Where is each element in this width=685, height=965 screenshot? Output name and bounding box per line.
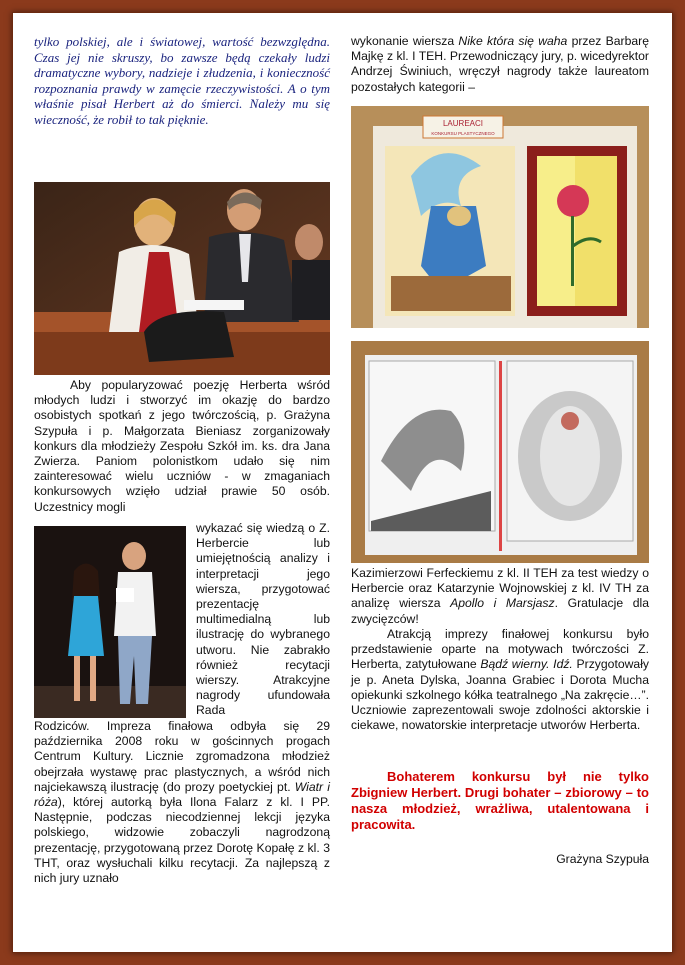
paragraph-text: Przygotowały je p. Aneta Dylska, Joanna Grabiec i Dorota Mucha opiekunki szkolnego kółka teatralnego „Na zakręcie…”. Uczniowie zaprezentowali swoje zdolności aktorskie i ciekawe, nowatorskie interpretacje utworów Herberta. (351, 657, 649, 733)
intro-quote: tylko polskiej, ale i światowej, wartość bezwzględna. Czas jej nie skruszy, bo zawsze będą czekały ludzi dramatyczne wybory, nadzieje i złudzenia, i konieczność rozpoznania prawdy w zamęcie rzeczywistości. A o tym właśnie pisał Herbert aż do śmierci. Należy mu się wieczność, że robił to tak pięknie. (34, 34, 330, 127)
paragraph-text: wykonanie wiersza (351, 34, 459, 48)
paragraph-text: Rodziców. Impreza finałowa odbyła się 29 października 2008 roku w gościnnych progach Centrum Kultury. Licznie zgromadzona młodzież obejrzała wystawę prac plastycznych, a wśród nich najciekawszą ilustrację (do prozy poetyckiej pt. (34, 719, 330, 794)
article-paragraph-1: Aby popularyzować poezję Herberta wśród młodych ludzi i stworzyć im okazję do bardzo osobistych spotkań z jego twórczością, p. Grażyna Szypuła i p. Małgorzata Bieniasz zorganizowały konkurs dla młodzieży Zespołu Szkół im. ks. dra Jana Zwierza. Paniom polonistkom udało się nim zainteresować wielu uczniów - w zmaganiach konkursowych wzięło udział prawie 50 osób. Uczestnicy mogli (34, 378, 330, 514)
right-paragraph-2 (351, 627, 649, 733)
article-paragraph-1-wrap: wykazać się wiedzą o Z. Herbercie lub umiejętnością analizy i interpretacji jego wiersza, przygotować prezentację multimedialną lub ilustrację do wybranego utworu. Nie zabrakło również recytacji wierszy. Atrakcyjne nagrody ufundowała Rada (196, 521, 330, 718)
article-paragraph-1-continued (34, 719, 330, 886)
paragraph-text: ), której autorką była Ilona Falarz z kl. I PP. Następnie, podczas niecodziennej lekcji języka polskiego, widzowie zobaczyli nagrodzoną prezentację, przygotowaną przez Dorotę Kopałę z kl. 3 THT, oraz wysłuchali kilku recytacji. Za najlepszą z nich jury uznało (34, 795, 330, 886)
work-title: Apollo i Marsjasz (450, 596, 555, 611)
photo-jury-table (34, 182, 330, 375)
highlight-statement: Bohaterem konkursu był nie tylko Zbigniew Herbert. Drugi bohater – zbiorowy – to nasza młodzież, wrażliwa, utalentowana i pracowita. (351, 769, 649, 832)
author-signature: Grażyna Szypuła (556, 852, 649, 866)
paragraph-text: Kazimierzowi Ferfeckiemu z kl. II TEH za test wiedzy o Herbercie oraz Katarzynie Wojnowskiej z kl. IV TH za analizę wiersza (351, 566, 649, 611)
paragraph-text: . Gratulacje dla zwycięzców! (351, 596, 649, 626)
work-title: Wiatr i róża (34, 779, 330, 810)
work-title: Bądź wierny. Idź. (480, 657, 573, 672)
photo-stage-presentation (34, 526, 186, 718)
sign-subtitle: KONKURSU PLASTYCZNEGO (431, 131, 495, 136)
work-title: Nike która się waha (458, 34, 568, 48)
right-top-paragraph (351, 34, 649, 95)
photo-artwork-exhibition-2 (351, 341, 649, 563)
sign-title: LAUREACI (442, 119, 484, 128)
paragraph-text: Atrakcją imprezy finałowej konkursu było przedstawienie oparte na motywach twórczości Z. Herberta, zatytułowane (351, 627, 649, 672)
right-paragraph-1 (351, 566, 649, 627)
paragraph-text: przez Barbarę Majkę z kl. I TEH. Przewodniczący jury, p. wicedyrektor Andrzej Świniuch, wręczył nagrody także laureatom pozostałych kategorii – (351, 34, 649, 94)
photo-artwork-exhibition-1 (351, 106, 649, 328)
